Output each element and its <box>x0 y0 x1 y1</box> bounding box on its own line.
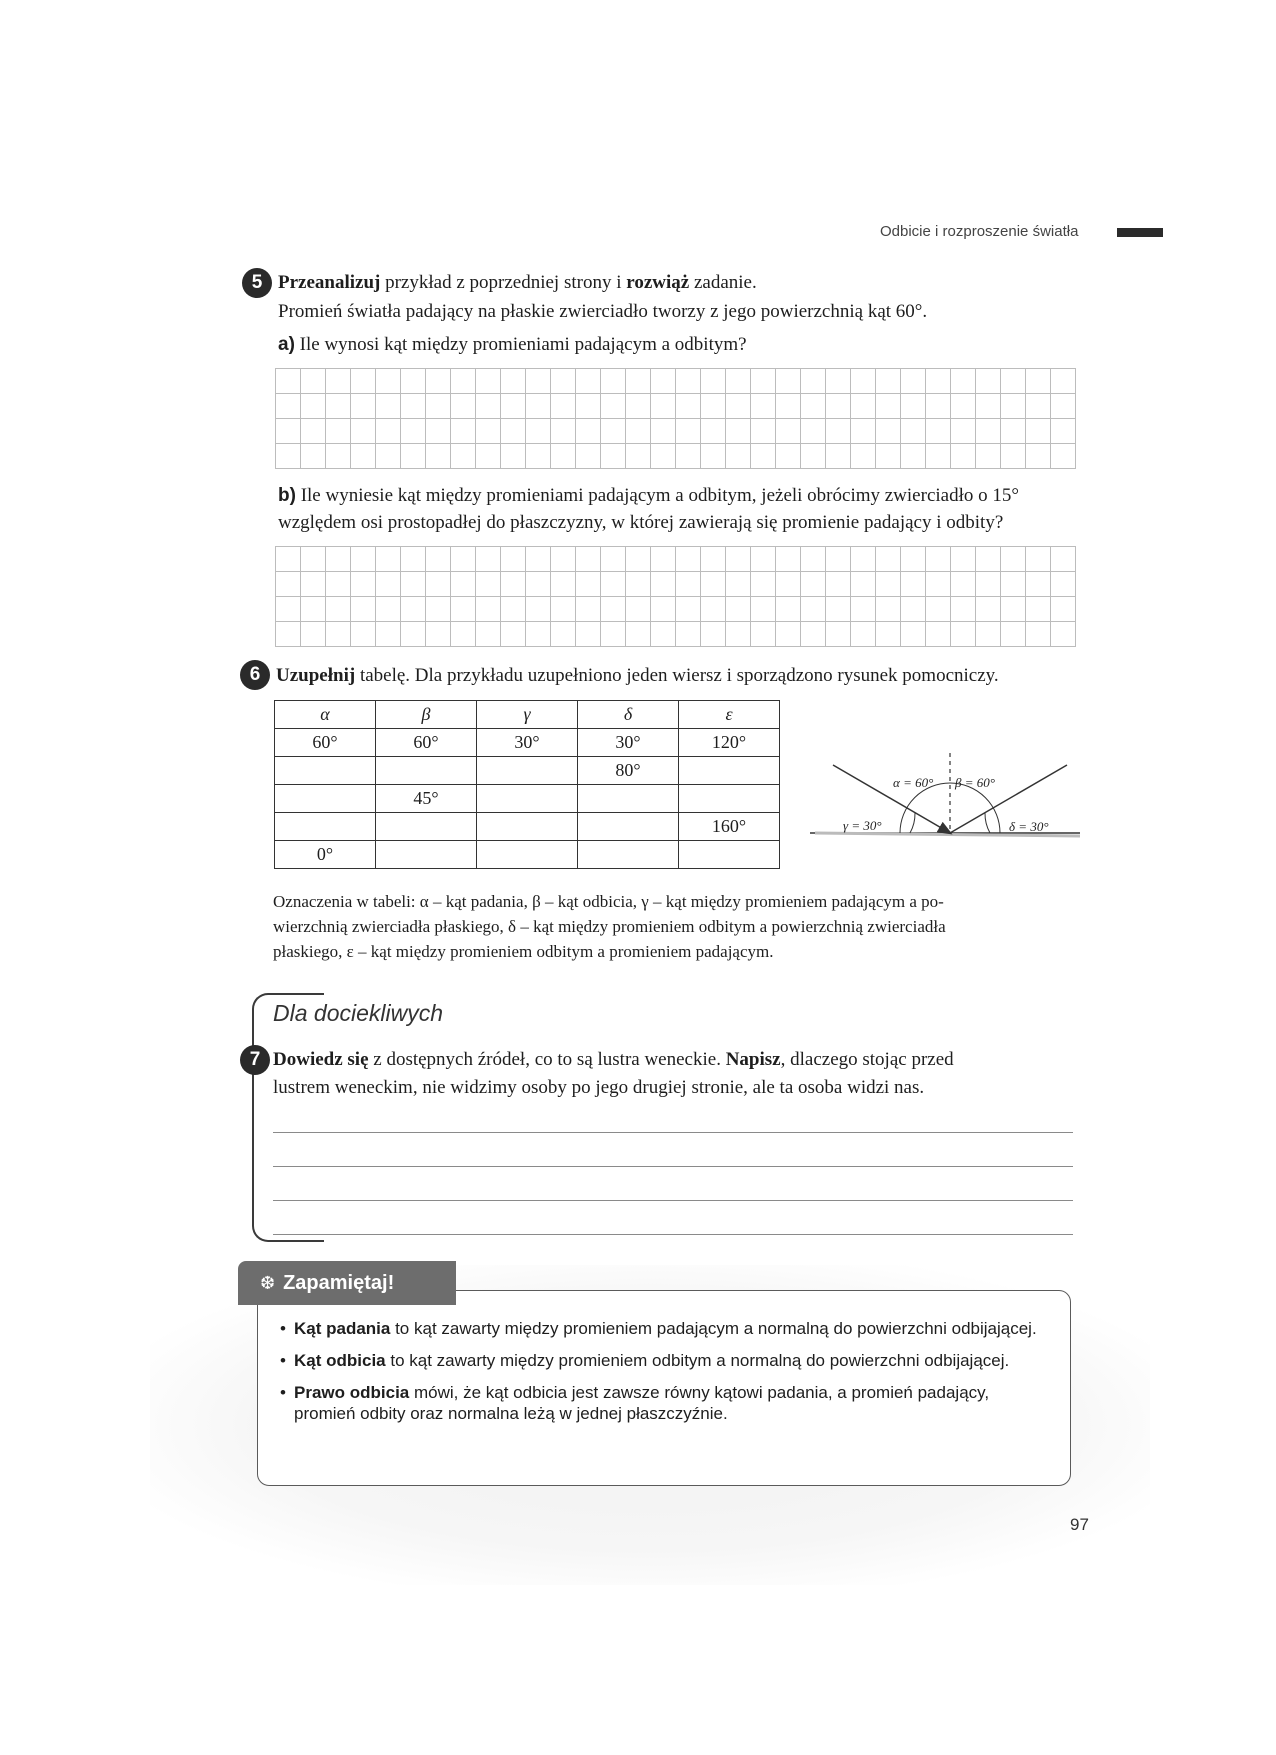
table-cell: 80° <box>578 757 679 785</box>
legend-line-1: Oznaczenia w tabeli: α – kąt padania, β – kąt odbicia, γ – kąt między promieniem padającym a po- <box>273 892 944 911</box>
table-header-row <box>275 701 780 729</box>
remember-list <box>280 1318 1050 1435</box>
list-item <box>280 1382 1050 1424</box>
header-gamma: γ <box>477 701 578 729</box>
task-5-badge: 5 <box>242 268 272 298</box>
list-item <box>280 1350 1050 1371</box>
table-legend <box>273 889 1083 964</box>
running-title-bar <box>1117 228 1163 237</box>
task-5a-text: Ile wynosi kąt między promieniami padającym a odbitym? <box>294 334 747 355</box>
table-cell[interactable] <box>275 785 376 813</box>
task-6-intro-text: tabelę. Dla przykładu uzupełniono jeden wiersz i sporządzono rysunek pomocniczy. <box>355 665 999 686</box>
table-row <box>275 813 780 841</box>
remember-title: Zapamiętaj! <box>283 1271 395 1294</box>
task-5b-text-1: Ile wyniesie kąt między promieniami padającym a odbitym, jeżeli obrócimy zwierciadło o 15° <box>295 485 1019 506</box>
task-7-verb-write: Napisz <box>725 1049 781 1070</box>
table-row <box>275 757 780 785</box>
task-5b-question-line-1 <box>278 485 1019 507</box>
table-cell[interactable] <box>477 813 578 841</box>
task-5b-question-line-2: względem osi prostopadłej do płaszczyzny, w której zawierają się promienie padający i odbity? <box>278 512 1004 533</box>
task-5a-answer-grid[interactable] <box>275 368 1076 469</box>
brain-icon: ❆ <box>260 1272 276 1293</box>
task-7-verb-find-out: Dowiedz się <box>273 1049 369 1070</box>
angles-table <box>274 700 780 869</box>
table-cell[interactable] <box>578 841 679 869</box>
task-5b-answer-grid[interactable] <box>275 546 1076 647</box>
table-cell[interactable] <box>275 813 376 841</box>
task-5-verb-analyze: Przeanalizuj <box>278 272 381 293</box>
remember-tab <box>238 1261 456 1305</box>
task-5-intro-text-1: przykład z poprzedniej strony i <box>380 272 627 293</box>
delta-arc <box>985 813 990 833</box>
task-5a-question <box>278 334 747 356</box>
header-beta: β <box>376 701 477 729</box>
definition-angle-of-reflection: to kąt zawarty między promieniem odbitym a normalną do powierzchni odbijającej. <box>385 1351 1010 1370</box>
list-item <box>280 1318 1050 1339</box>
task-7-line-2: lustrem weneckim, nie widzimy osoby po jego drugiej stronie, ale ta osoba widzi nas. <box>273 1077 925 1098</box>
table-cell[interactable] <box>679 785 780 813</box>
table-cell[interactable] <box>578 813 679 841</box>
legend-line-2: wierzchnią zwierciadła płaskiego, δ – kąt między promieniem odbitym a powierzchnią zwierciadła <box>273 917 946 936</box>
beta-label: β = 60° <box>955 775 995 790</box>
table-cell: 60° <box>275 729 376 757</box>
table-cell[interactable] <box>376 841 477 869</box>
table-cell: 120° <box>679 729 780 757</box>
table-cell: 30° <box>578 729 679 757</box>
task-7-text-2: , dlaczego stojąc przed <box>780 1049 954 1070</box>
task-5a-label: a) <box>278 334 295 355</box>
task-6-verb-complete: Uzupełnij <box>276 665 356 686</box>
task-6-intro <box>276 665 999 687</box>
table-cell[interactable] <box>679 757 780 785</box>
table-cell[interactable] <box>376 813 477 841</box>
table-cell: 45° <box>376 785 477 813</box>
task-6-badge: 6 <box>240 660 270 690</box>
page-number: 97 <box>1070 1515 1089 1534</box>
reflection-diagram <box>805 745 1095 845</box>
definition-angle-of-incidence: to kąt zawarty między promieniem padającym a normalną do powierzchni odbijającej. <box>390 1319 1037 1338</box>
task-5-intro-text-2: zadanie. <box>689 272 757 293</box>
running-title: Odbicie i rozproszenie światła <box>880 223 1079 240</box>
table-cell: 160° <box>679 813 780 841</box>
alpha-label: α = 60° <box>893 775 934 790</box>
gamma-arc <box>910 813 915 833</box>
table-cell[interactable] <box>477 841 578 869</box>
table-cell[interactable] <box>477 785 578 813</box>
table-row <box>275 841 780 869</box>
table-cell: 30° <box>477 729 578 757</box>
task-5-verb-solve: rozwiąż <box>626 272 690 293</box>
task-7-text-1: z dostępnych źródeł, co to są lustra weneckie. <box>368 1049 726 1070</box>
term-angle-of-incidence: Kąt padania <box>294 1319 391 1338</box>
task-7-line-1 <box>273 1049 954 1071</box>
header-epsilon: ε <box>679 701 780 729</box>
gamma-label: γ = 30° <box>843 818 882 833</box>
table-cell: 0° <box>275 841 376 869</box>
curious-section-bracket <box>252 993 324 1242</box>
table-row <box>275 729 780 757</box>
delta-label: δ = 30° <box>1009 819 1049 834</box>
task-5-intro <box>278 272 757 294</box>
legend-line-3: płaskiego, ε – kąt między promieniem odbitym a promieniem padającym. <box>273 942 774 961</box>
term-angle-of-reflection: Kąt odbicia <box>294 1351 386 1370</box>
table-cell[interactable] <box>578 785 679 813</box>
task-5b-label: b) <box>278 485 296 506</box>
definition-law-of-reflection: mówi, że kąt odbicia jest zawsze równy kątowi padania, a promień padający, promień odbity oraz normalna leżą w jednej płaszczyźnie. <box>294 1383 990 1423</box>
answer-line[interactable] <box>273 1200 1073 1201</box>
table-cell[interactable] <box>275 757 376 785</box>
table-cell[interactable] <box>376 757 477 785</box>
header-delta: δ <box>578 701 679 729</box>
task-5-statement: Promień światła padający na płaskie zwierciadło tworzy z jego powierzchnią kąt 60°. <box>278 301 928 322</box>
answer-line[interactable] <box>273 1166 1073 1167</box>
table-cell: 60° <box>376 729 477 757</box>
term-law-of-reflection: Prawo odbicia <box>294 1383 410 1402</box>
table-row <box>275 785 780 813</box>
curious-section-title: Dla dociekliwych <box>273 1000 444 1026</box>
header-alpha: α <box>275 701 376 729</box>
answer-line[interactable] <box>273 1132 1073 1133</box>
answer-line[interactable] <box>273 1234 1073 1235</box>
task-7-badge: 7 <box>240 1045 270 1075</box>
table-cell[interactable] <box>679 841 780 869</box>
table-cell[interactable] <box>477 757 578 785</box>
